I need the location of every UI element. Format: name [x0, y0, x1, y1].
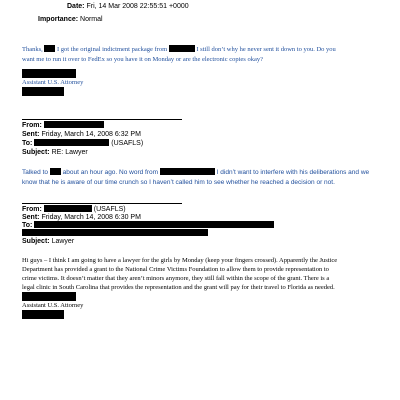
msg2-from-label: From: [22, 122, 42, 129]
redaction-block [22, 310, 64, 319]
msg2-sent-line [22, 130, 141, 139]
msg3-body-line: crime victims. It doesn’t matter that they aren’t minors anymore, they still fall within the scope of the grant. There is a [22, 275, 330, 282]
msg2-to-line [22, 139, 143, 148]
reply1-text-b: I still don’t why he never sent it down to you. Do you [196, 46, 336, 53]
redaction-block [50, 168, 61, 175]
msg3-subject-value: Lawyer [51, 238, 75, 245]
reply1-text-a: I got the original indictment package from [57, 46, 168, 53]
importance-line [38, 15, 103, 24]
redaction-block [34, 221, 274, 228]
msg3-subject-label: Subject: [22, 238, 50, 245]
msg3-sent-value: Friday, March 14, 2008 6:30 PM [41, 214, 141, 221]
redaction-block [22, 69, 76, 78]
redaction-block [44, 45, 55, 52]
date-label: Date: [67, 3, 85, 10]
msg3-from-label: From: [22, 206, 42, 213]
msg3-body-line: legal clinic in South Carolina that provides the representation and the grant will pay for their travel to Florida as needed. [22, 284, 335, 291]
msg3-to-label: To: [22, 222, 33, 229]
importance-label: Importance: [38, 16, 79, 23]
redaction-block [44, 205, 92, 212]
msg2-subject-value: RE: Lawyer [51, 149, 88, 156]
msg2-to-label: To: [22, 140, 33, 147]
msg2-body-line1 [22, 168, 369, 177]
msg2-to-value: (USAFLS) [111, 140, 144, 147]
msg2-subject-line [22, 148, 88, 157]
separator-line [22, 119, 182, 120]
msg2-body-line2: know that he is aware of our time crunch so I haven’t called him to see whether he reached a decision or not. [22, 179, 335, 186]
msg3-from-value: (USAFLS) [93, 206, 126, 213]
redaction-block [22, 229, 208, 236]
msg2-sent-value: Friday, March 14, 2008 6:32 PM [41, 131, 141, 138]
redaction-block [22, 292, 76, 301]
msg3-body-line: Department has provided a grant to the National Crime Victims Foundation to allow them to provide representation to [22, 266, 329, 273]
msg2-body-c: I didn’t want to interfere with his deliberations and we [216, 169, 370, 176]
reply1-signature-title: Assistant U.S. Attorney [22, 79, 84, 86]
separator-line [22, 203, 182, 204]
msg3-subject-line [22, 237, 74, 246]
redaction-block [44, 121, 104, 128]
msg2-body-b: about an hour ago. No word from [62, 169, 159, 176]
reply1-thanks: Thanks, [22, 46, 43, 53]
importance-value: Normal [80, 16, 103, 23]
msg2-from-line [22, 121, 104, 130]
msg2-subject-label: Subject: [22, 149, 50, 156]
date-line [67, 2, 189, 11]
redaction-block [160, 168, 215, 175]
msg2-sent-label: Sent: [22, 131, 40, 138]
msg3-signature-title: Assistant U.S. Attorney [22, 302, 84, 309]
redaction-block [169, 45, 195, 52]
redaction-block [22, 87, 64, 96]
msg2-body-a: Talked to [22, 169, 49, 176]
reply1-line2: want me to run it over to FedEx so you have it on Monday or are the electronic copies okay? [22, 56, 263, 63]
redaction-block [34, 139, 109, 146]
date-value: Fri, 14 Mar 2008 22:55:51 +0000 [86, 3, 189, 10]
msg3-body-line: Hi guys – I think I am going to have a lawyer for the girls by Monday (keep your fingers crossed). Apparently the Justice [22, 257, 338, 264]
reply1-line1 [22, 45, 336, 54]
msg3-sent-label: Sent: [22, 214, 40, 221]
